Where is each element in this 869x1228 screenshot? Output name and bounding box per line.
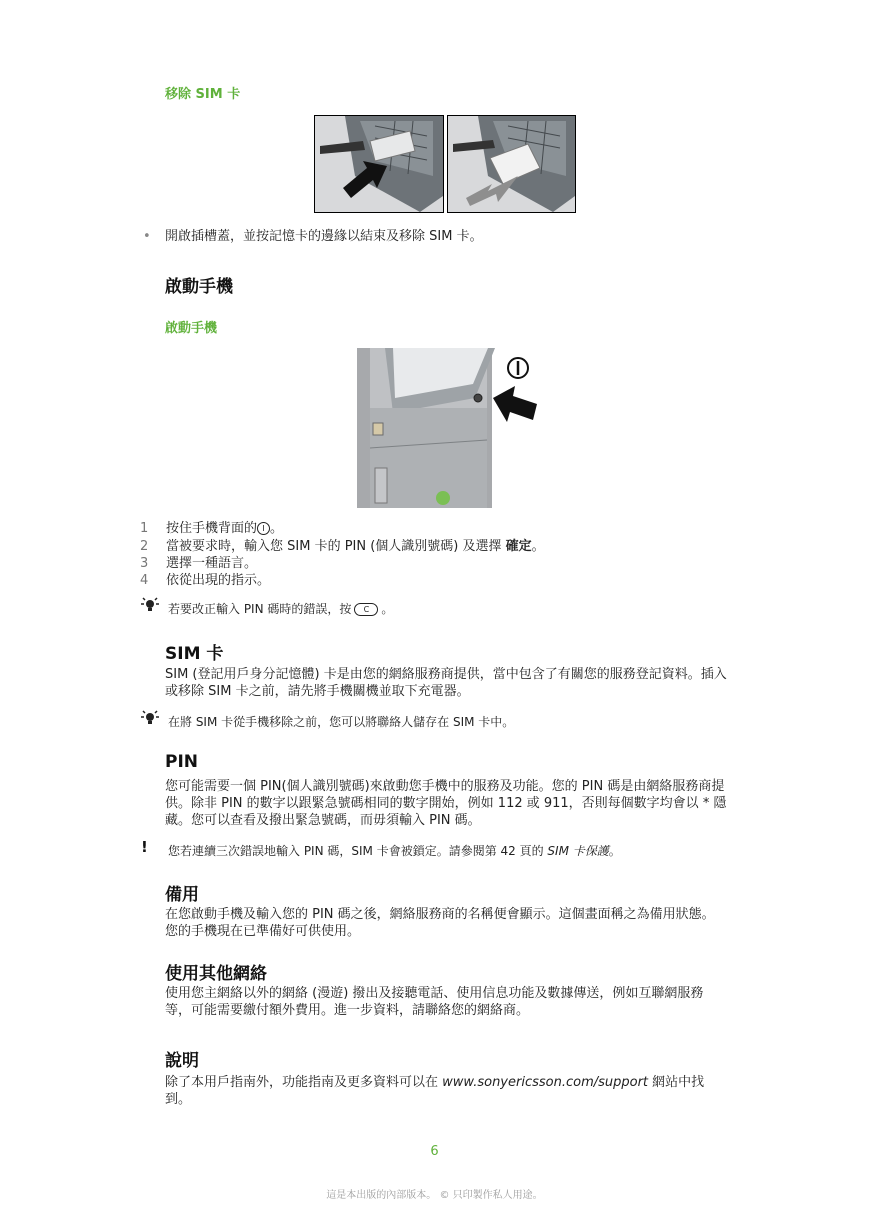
heading-pin: PIN: [165, 752, 199, 772]
tip-text: 若要改正輸入 PIN 碼時的錯誤，按: [168, 602, 352, 616]
tip-text-end: 。: [381, 602, 394, 616]
step-text: 選擇一種語言。: [166, 556, 258, 571]
sim-protection-link[interactable]: SIM 卡保護: [547, 844, 609, 858]
heading-standby: 備用: [165, 885, 199, 905]
help-text-end: 網站中找到。: [165, 1075, 705, 1107]
step-number: 4: [140, 573, 149, 588]
confirm-label: 確定: [505, 539, 532, 554]
step-4: [140, 572, 270, 589]
step-number: 1: [140, 521, 149, 536]
bullet-icon: •: [143, 229, 151, 244]
step-text: 依從出現的指示。: [166, 573, 271, 588]
phone-power-illustration: [355, 348, 540, 508]
standby-description: 在您啟動手機及輸入您的 PIN 碼之後，網絡服務商的名稱便會顯示。這個畫面稱之為備用狀態。您的手機現在已準備好可供使用。: [165, 907, 715, 939]
footer-notice: 這是本出版的內部版本。 © 只印製作私人用途。: [326, 1190, 543, 1201]
c-key-icon: C: [354, 603, 378, 616]
power-key-icon: I: [257, 522, 270, 535]
tip-save-contacts: 在將 SIM 卡從手機移除之前，您可以將聯絡人儲存在 SIM 卡中。: [168, 715, 515, 729]
step-text-end: 。: [531, 539, 545, 554]
support-url-link[interactable]: www.sonyericsson.com/support: [442, 1075, 649, 1090]
remove-sim-illustration-1: [314, 115, 444, 213]
sim-card-description: SIM (登記用戶身分記憶體) 卡是由您的網絡服務商提供，當中包含了有關您的服務登記資料。插入或移除 SIM 卡之前，請先將手機關機並取下充電器。: [165, 667, 727, 699]
remove-sim-instruction: 開啟插槽蓋，並按記憶卡的邊緣以結束及移除 SIM 卡。: [165, 229, 483, 244]
warning-text-end: 。: [608, 844, 621, 858]
warning-exclamation-icon: !: [141, 838, 148, 856]
heading-start-phone: 啟動手機: [165, 277, 233, 297]
tip-pin-correction: [168, 600, 393, 617]
step-number: 2: [140, 539, 149, 554]
step-3: [140, 555, 257, 572]
step-text-end: 。: [270, 521, 284, 536]
heading-help: 說明: [165, 1051, 199, 1071]
help-text: 除了本用戶指南外，功能指南及更多資料可以在: [165, 1075, 443, 1090]
subsection-title-remove-sim: 移除 SIM 卡: [165, 87, 241, 102]
step-number: 3: [140, 556, 149, 571]
page-number: 6: [430, 1144, 439, 1159]
warning-text: 您若連續三次錯誤地輸入 PIN 碼，SIM 卡會被鎖定。請參閱第 42 頁的: [168, 844, 548, 858]
subsection-title-start-phone: 啟動手機: [165, 321, 218, 336]
other-networks-description: 使用您主網絡以外的網絡 (漫遊) 撥出及接聽電話、使用信息功能及數據傳送，例如互聯網服務等，可能需要繳付額外費用。進一步資料，請聯絡您的網絡商。: [165, 986, 704, 1018]
heading-other-networks: 使用其他網絡: [165, 964, 267, 984]
heading-sim-card: SIM 卡: [165, 644, 224, 664]
tip-lightbulb-icon: [140, 710, 160, 726]
tip-lightbulb-icon: [140, 597, 160, 613]
step-2: [140, 538, 545, 555]
step-1: [140, 520, 283, 537]
step-text: 按住手機背面的: [166, 521, 258, 536]
pin-description: 您可能需要一個 PIN(個人識別號碼)來啟動您手機中的服務及功能。您的 PIN 碼是由網絡服務商提供。除非 PIN 的數字以跟緊急號碼相同的數字開始，例如 112 或 911，否則每個數字均會以 * 隱藏。您可以查看及撥出緊急號碼，而毋須輸入 PIN 碼。: [165, 779, 727, 828]
help-description: [165, 1074, 727, 1108]
warning-sim-locked: [168, 842, 621, 859]
step-text: 當被要求時，輸入您 SIM 卡的 PIN (個人識別號碼) 及選擇: [166, 539, 506, 554]
remove-sim-illustration-2: [447, 115, 576, 213]
